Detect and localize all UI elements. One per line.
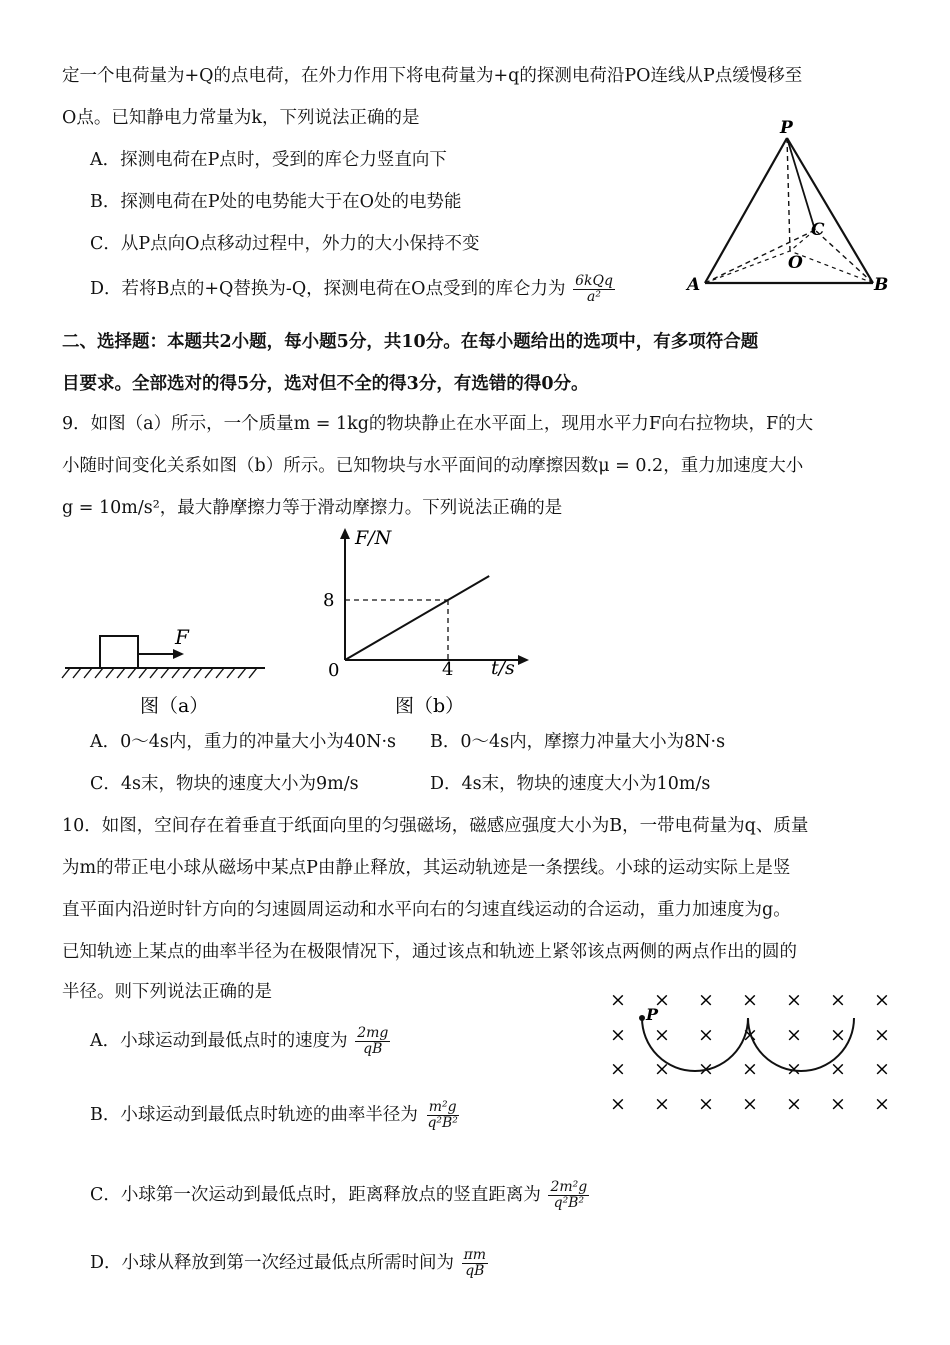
hatch-mark bbox=[238, 668, 246, 678]
field-cross-mark: × bbox=[698, 1024, 714, 1046]
field-cross-mark: × bbox=[830, 1058, 846, 1080]
q10-option-b-text: B．小球运动到最低点时轨迹的曲率半径为 bbox=[90, 1105, 418, 1125]
q10-line-3: 直平面内沿逆时针方向的匀速圆周运动和水平向右的匀速直线运动的合运动，重力加速度为g。 bbox=[62, 900, 791, 920]
figure-a-caption: 图（a） bbox=[140, 695, 209, 717]
q8-option-a: A．探测电荷在P点时，受到的库仑力竖直向下 bbox=[90, 150, 447, 170]
label-a: A bbox=[687, 275, 701, 295]
q8-option-d-fraction bbox=[573, 274, 615, 305]
label-o: O bbox=[788, 253, 803, 273]
q8-option-d-numerator: 6kQq bbox=[575, 273, 613, 289]
field-cross-mark: × bbox=[786, 1058, 802, 1080]
q8-option-d-text: D．若将B点的+Q替换为-Q，探测电荷在O点受到的库仑力为 bbox=[90, 279, 566, 299]
field-cross-mark: × bbox=[654, 1093, 670, 1115]
q10-line-2: 为m的带正电小球从磁场中某点P由静止释放，其运动轨迹是一条摆线。小球的运动实际上是竖 bbox=[62, 858, 791, 878]
label-b: B bbox=[874, 275, 889, 295]
q9-option-d: D．4s末，物块的速度大小为10m/s bbox=[430, 774, 711, 794]
field-cross-mark: × bbox=[742, 1024, 758, 1046]
hatch-mark bbox=[249, 668, 257, 678]
q8-option-d-denominator: a² bbox=[587, 289, 601, 305]
q9-figure-a bbox=[60, 620, 275, 720]
field-cross-mark: × bbox=[786, 989, 802, 1011]
field-cross-mark: × bbox=[786, 1024, 802, 1046]
field-cross-mark: × bbox=[742, 1093, 758, 1115]
edge-pa bbox=[705, 138, 787, 283]
q8-option-b: B．探测电荷在P处的电势能大于在O处的电势能 bbox=[90, 192, 462, 212]
label-c: C bbox=[811, 220, 825, 240]
hatch-mark bbox=[73, 668, 81, 678]
block bbox=[100, 636, 138, 668]
field-cross-mark: × bbox=[874, 1058, 890, 1080]
hatch-mark bbox=[183, 668, 191, 678]
release-point-p bbox=[639, 1015, 645, 1021]
hatch-mark bbox=[62, 668, 70, 678]
q10-option-b bbox=[90, 1100, 460, 1131]
field-cross-mark: × bbox=[830, 1093, 846, 1115]
field-cross-mark: × bbox=[786, 1093, 802, 1115]
q8-option-c: C．从P点向O点移动过程中，外力的大小保持不变 bbox=[90, 234, 480, 254]
hatch-mark bbox=[139, 668, 147, 678]
field-cross-mark: × bbox=[742, 989, 758, 1011]
field-cross-mark: × bbox=[874, 1024, 890, 1046]
q10-option-a bbox=[90, 1026, 390, 1057]
hatch-mark bbox=[216, 668, 224, 678]
field-cross-mark: × bbox=[654, 1024, 670, 1046]
field-cross-mark: × bbox=[698, 989, 714, 1011]
x-axis-arrow bbox=[518, 655, 529, 665]
field-cross-mark: × bbox=[654, 989, 670, 1011]
hatch-mark bbox=[150, 668, 158, 678]
q10-line-4: 已知轨迹上某点的曲率半径为在极限情况下，通过该点和轨迹上紧邻该点两侧的两点作出的圆的 bbox=[62, 942, 797, 962]
q9-line-1: 9．如图（a）所示，一个质量m = 1kg的物块静止在水平面上，现用水平力F向右拉物块，F的大 bbox=[62, 414, 814, 434]
force-arrow-head bbox=[173, 649, 184, 659]
field-cross-mark: × bbox=[654, 1058, 670, 1080]
y-axis-label: F/N bbox=[355, 527, 392, 549]
q10-line-1: 10．如图，空间存在着垂直于纸面向里的匀强磁场，磁感应强度大小为B，一带电荷量为q、质量 bbox=[62, 816, 809, 836]
field-cross-mark: × bbox=[830, 1024, 846, 1046]
q8-option-d bbox=[90, 274, 615, 305]
hatch-mark bbox=[128, 668, 136, 678]
field-cross-mark: × bbox=[874, 989, 890, 1011]
field-cross-mark: × bbox=[610, 1024, 626, 1046]
q10-option-b-numerator: m²g bbox=[428, 1099, 457, 1115]
figure-b-caption: 图（b） bbox=[395, 695, 465, 717]
q10-option-a-fraction bbox=[355, 1026, 390, 1057]
force-label: F bbox=[175, 625, 189, 649]
q10-option-a-text: A．小球运动到最低点时的速度为 bbox=[90, 1031, 348, 1051]
x-axis-label: t/s bbox=[491, 657, 515, 679]
section2-heading-line-1: 二、选择题：本题共2小题，每小题5分，共10分。在每小题给出的选项中，有多项符合题 bbox=[62, 332, 759, 352]
label-p: P bbox=[780, 118, 793, 138]
q9-option-b: B．0～4s内，摩擦力冲量大小为8N·s bbox=[430, 732, 726, 752]
origin-label: 0 bbox=[328, 660, 340, 681]
field-cross-mark: × bbox=[610, 1058, 626, 1080]
hatch-mark bbox=[172, 668, 180, 678]
q10-line-5: 半径。则下列说法正确的是 bbox=[62, 982, 272, 1002]
hatch-mark bbox=[84, 668, 92, 678]
segment-po bbox=[787, 138, 790, 251]
q10-option-a-numerator: 2mg bbox=[357, 1025, 389, 1041]
ground-hatching bbox=[62, 668, 257, 678]
field-cross-mark: × bbox=[698, 1058, 714, 1080]
q10-option-c-fraction bbox=[548, 1180, 589, 1211]
hatch-mark bbox=[161, 668, 169, 678]
q9-option-a: A．0～4s内，重力的冲量大小为40N·s bbox=[90, 732, 397, 752]
label-p: P bbox=[646, 1005, 659, 1024]
q9-figure-b-chart bbox=[315, 520, 545, 720]
field-cross-mark: × bbox=[610, 1093, 626, 1115]
field-cross-mark: × bbox=[830, 989, 846, 1011]
q10-option-d-numerator: πm bbox=[463, 1247, 487, 1263]
field-cross-mark: × bbox=[742, 1058, 758, 1080]
q10-option-b-fraction bbox=[425, 1100, 459, 1131]
q10-option-c-text: C．小球第一次运动到最低点时，距离释放点的竖直距离为 bbox=[90, 1185, 541, 1205]
q10-option-c-numerator: 2m²g bbox=[550, 1179, 588, 1195]
hatch-mark bbox=[95, 668, 103, 678]
hatch-mark bbox=[194, 668, 202, 678]
field-cross-mark: × bbox=[874, 1093, 890, 1115]
q10-option-a-denominator: qB bbox=[363, 1041, 383, 1057]
q8-intro-line-2: O点。已知静电力常量为k，下列说法正确的是 bbox=[62, 108, 420, 128]
q10-magnetic-field-figure bbox=[600, 980, 900, 1115]
q9-line-2: 小随时间变化关系如图（b）所示。已知物块与水平面间的动摩擦因数μ = 0.2，重力加速度大小 bbox=[62, 456, 804, 476]
hatch-mark bbox=[205, 668, 213, 678]
segment-ao bbox=[705, 251, 790, 283]
q10-option-d bbox=[90, 1248, 488, 1279]
q8-intro-line-1: 定一个电荷量为+Q的点电荷，在外力作用下将电荷量为+q的探测电荷沿PO连线从P点缓慢移至 bbox=[62, 66, 803, 86]
q9-option-c: C．4s末，物块的速度大小为9m/s bbox=[90, 774, 359, 794]
tetrahedron-figure bbox=[680, 118, 890, 303]
x-tick-label: 4 bbox=[442, 659, 454, 680]
section2-heading-line-2: 目要求。全部选对的得5分，选对但不全的得3分，有选错的得0分。 bbox=[62, 374, 589, 394]
q9-line-3: g = 10m/s²，最大静摩擦力等于滑动摩擦力。下列说法正确的是 bbox=[62, 498, 563, 518]
hatch-mark bbox=[106, 668, 114, 678]
edge-pc bbox=[787, 138, 815, 230]
y-tick-label: 8 bbox=[323, 590, 335, 611]
y-axis-arrow bbox=[340, 528, 350, 539]
q10-option-b-denominator: q²B² bbox=[427, 1115, 458, 1131]
q10-option-d-denominator: qB bbox=[465, 1263, 485, 1279]
field-cross-mark: × bbox=[610, 989, 626, 1011]
q10-option-c-denominator: q²B² bbox=[553, 1195, 585, 1211]
q10-option-c bbox=[90, 1180, 589, 1211]
force-line-series bbox=[345, 576, 489, 660]
q10-option-d-fraction bbox=[462, 1248, 488, 1279]
hatch-mark bbox=[227, 668, 235, 678]
q10-option-d-text: D．小球从释放到第一次经过最低点所需时间为 bbox=[90, 1253, 455, 1273]
field-cross-mark: × bbox=[698, 1093, 714, 1115]
hatch-mark bbox=[117, 668, 125, 678]
